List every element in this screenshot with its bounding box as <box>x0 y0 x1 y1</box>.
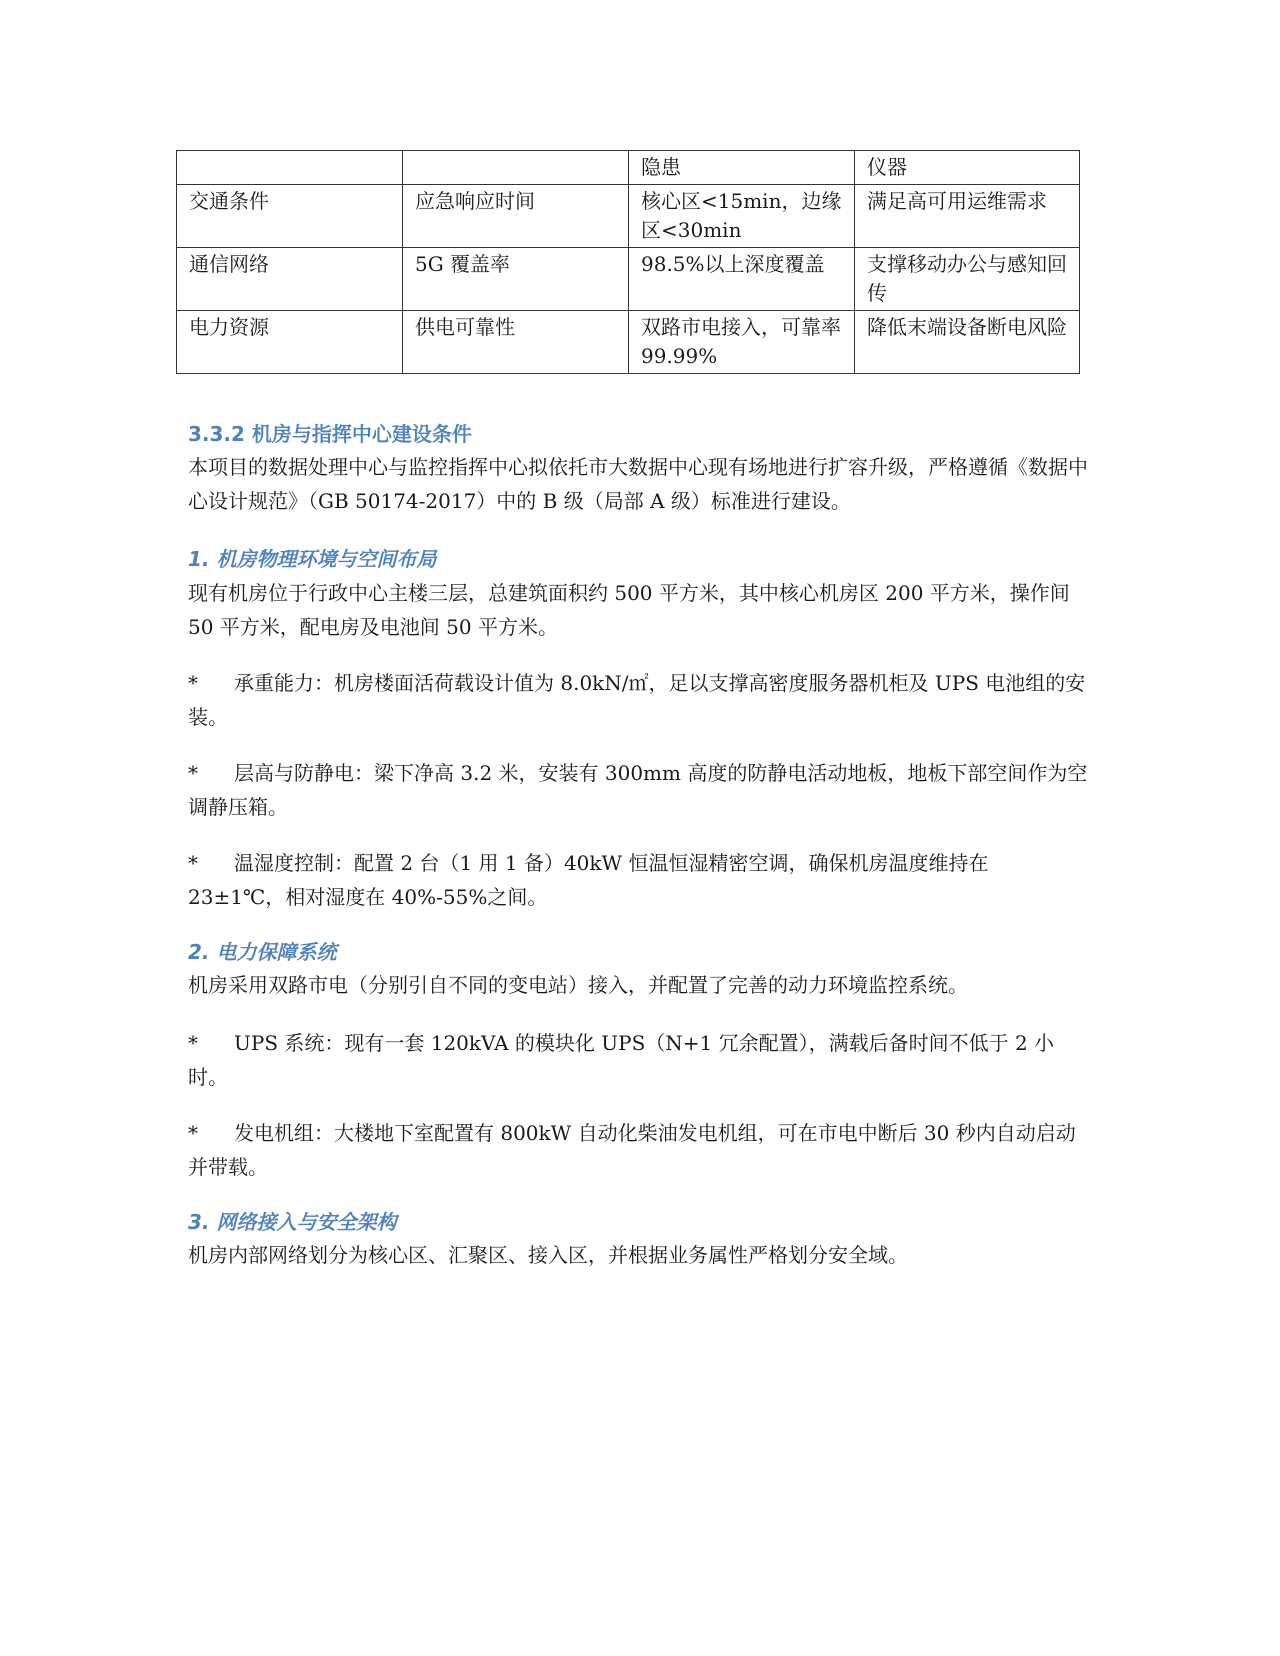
table-row <box>177 248 1080 311</box>
table-cell: 满足高可用运维需求 <box>855 185 1080 248</box>
bullet-item <box>188 756 1088 824</box>
subsection-body-2: 机房采用双路市电（分别引自不同的变电站）接入，并配置了完善的动力环境监控系统。 <box>188 973 968 997</box>
subsection-heading-3: 3. 网络接入与安全架构 <box>188 1210 397 1234</box>
table-cell: 5G 覆盖率 <box>403 248 629 311</box>
bullet-item <box>188 666 1088 734</box>
table-row <box>177 151 1080 185</box>
bullet-mark: * <box>188 671 198 695</box>
subsection-body-3: 机房内部网络划分为核心区、汇聚区、接入区，并根据业务属性严格划分安全域。 <box>188 1243 908 1267</box>
table-row <box>177 185 1080 248</box>
table-cell: 电力资源 <box>177 311 403 374</box>
bullet-mark: * <box>188 1121 198 1145</box>
table-cell: 降低末端设备断电风险 <box>855 311 1080 374</box>
table-cell: 通信网络 <box>177 248 403 311</box>
table-cell: 供电可靠性 <box>403 311 629 374</box>
table-cell: 支撑移动办公与感知回传 <box>855 248 1080 311</box>
bullet-mark: * <box>188 851 198 875</box>
section-heading: 3.3.2 机房与指挥中心建设条件 <box>188 422 472 446</box>
table-cell <box>403 151 629 185</box>
bullet-item <box>188 1026 1088 1094</box>
bullet-mark: * <box>188 761 198 785</box>
table-cell: 应急响应时间 <box>403 185 629 248</box>
table-cell: 双路市电接入，可靠率 99.99% <box>629 311 855 374</box>
bullet-text: 层高与防静电：梁下净高 3.2 米，安装有 300mm 高度的防静电活动地板，地板下部空间作为空调静压箱。 <box>188 761 1088 819</box>
subsection-heading-1: 1. 机房物理环境与空间布局 <box>188 547 437 571</box>
bullet-text: UPS 系统：现有一套 120kVA 的模块化 UPS（N+1 冗余配置），满载后备时间不低于 2 小时。 <box>188 1031 1055 1089</box>
table-cell: 98.5%以上深度覆盖 <box>629 248 855 311</box>
bullet-text: 发电机组：大楼地下室配置有 800kW 自动化柴油发电机组，可在市电中断后 30 秒内自动启动并带载。 <box>188 1121 1076 1179</box>
subsection-heading-2: 2. 电力保障系统 <box>188 940 337 964</box>
bullet-text: 温湿度控制：配置 2 台（1 用 1 备）40kW 恒温恒湿精密空调，确保机房温度维持在 23±1℃，相对湿度在 40%-55%之间。 <box>188 851 989 909</box>
section-intro: 本项目的数据处理中心与监控指挥中心拟依托市大数据中心现有场地进行扩容升级，严格遵循《数据中心设计规范》（GB 50174-2017）中的 B 级（局部 A 级）标准进行建设。 <box>188 455 1088 513</box>
table-cell: 仪器 <box>855 151 1080 185</box>
bullet-mark: * <box>188 1031 198 1055</box>
table-cell: 核心区<15min，边缘区<30min <box>629 185 855 248</box>
table-cell <box>177 151 403 185</box>
bullet-item <box>188 846 1088 914</box>
table-cell: 隐患 <box>629 151 855 185</box>
table-cell: 交通条件 <box>177 185 403 248</box>
bullet-text: 承重能力：机房楼面活荷载设计值为 8.0kN/㎡，足以支撑高密度服务器机柜及 UPS 电池组的安装。 <box>188 671 1086 729</box>
bullet-item <box>188 1116 1088 1184</box>
conditions-table <box>176 150 1080 374</box>
subsection-body-1: 现有机房位于行政中心主楼三层，总建筑面积约 500 平方米，其中核心机房区 200 平方米，操作间 50 平方米，配电房及电池间 50 平方米。 <box>188 581 1070 639</box>
table-row <box>177 311 1080 374</box>
